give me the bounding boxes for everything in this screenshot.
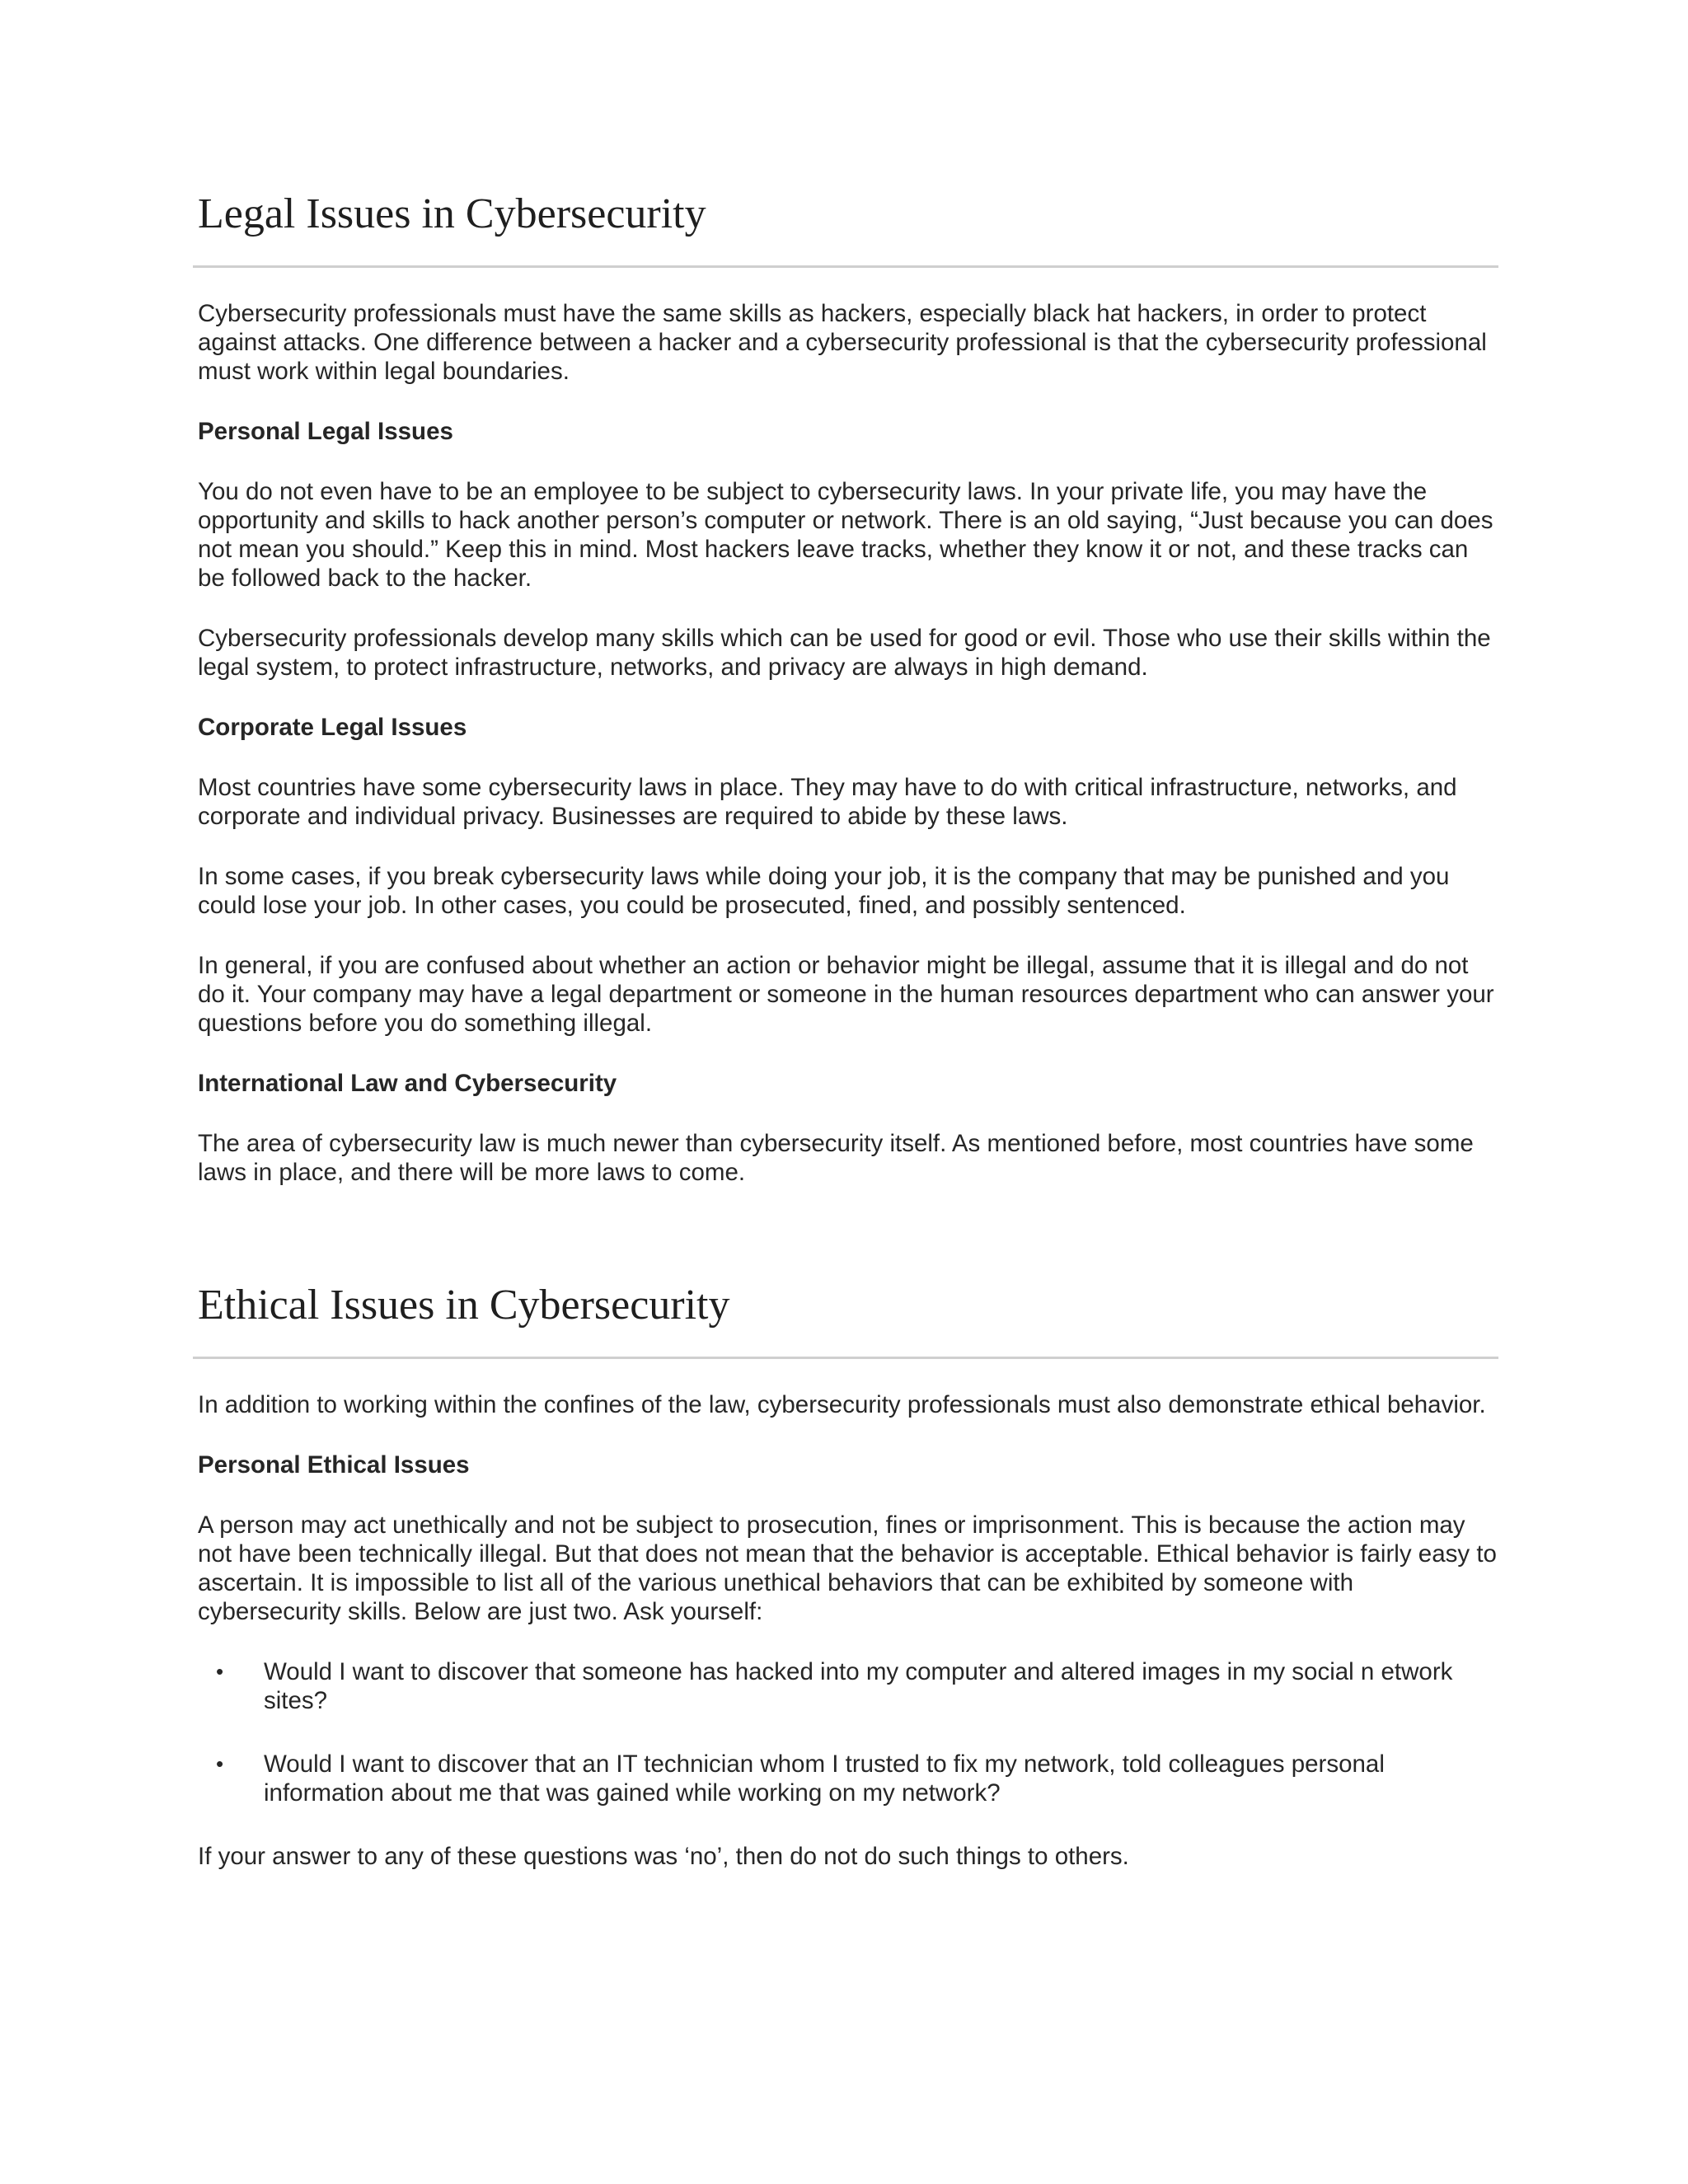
subheading-personal-ethical: Personal Ethical Issues — [198, 1451, 470, 1479]
list-item-text: Would I want to discover that an IT technician whom I trusted to fix my network, told colleagues personal information about me that was gained while working on my network? — [264, 1750, 1385, 1807]
legal-intro-paragraph: Cybersecurity professionals must have the same skills as hackers, especially black hat hackers, in order to protect against attacks. One difference between a hacker and a cybersecurity professional is that the cybersecurity professional must work within legal boundaries. — [198, 300, 1487, 385]
closing-paragraph: If your answer to any of these questions was ‘no’, then do not do such things to others. — [198, 1843, 1129, 1870]
section-title-legal: Legal Issues in Cybersecurity — [198, 190, 706, 237]
bullet-list — [198, 1657, 1500, 1807]
document-page — [198, 188, 1500, 1902]
subheading-personal-legal: Personal Legal Issues — [198, 418, 453, 445]
section-divider — [193, 265, 1498, 268]
section-divider — [193, 1357, 1498, 1359]
paragraph: A person may act unethically and not be subject to prosecution, fines or imprisonment. This is because the action may not have been technically illegal. But that does not mean that the behavior is acceptable. Ethical behavior is fairly easy to ascertain. It is impossible to list all of the various unethical behaviors that can be exhibited by someone with cybersecurity skills. Below are just two. Ask yourself: — [198, 1511, 1497, 1625]
paragraph: In general, if you are confused about whether an action or behavior might be illegal, assume that it is illegal and do not do it. Your company may have a legal department or someone in the human resources department who can answer your questions before you do something illegal. — [198, 952, 1494, 1037]
subheading-international-law: International Law and Cybersecurity — [198, 1070, 617, 1097]
list-item-text: Would I want to discover that someone has hacked into my computer and altered images in my social n etwork sites? — [264, 1658, 1453, 1714]
paragraph: You do not even have to be an employee to be subject to cybersecurity laws. In your private life, you may have the opportunity and skills to hack another person’s computer or network. There is an old saying, “Just because you can does not mean you should.” Keep this in mind. Most hackers leave tracks, whether they know it or not, and these tracks can be followed back to the hacker. — [198, 478, 1493, 592]
ethical-intro-paragraph: In addition to working within the confines of the law, cybersecurity professionals must also demonstrate ethical behavior. — [198, 1391, 1486, 1418]
paragraph: Most countries have some cybersecurity laws in place. They may have to do with critical infrastructure, networks, and corporate and individual privacy. Businesses are required to abide by these laws. — [198, 774, 1457, 830]
section-title-ethical: Ethical Issues in Cybersecurity — [198, 1282, 730, 1329]
list-item — [198, 1750, 1500, 1807]
paragraph: Cybersecurity professionals develop many skills which can be used for good or evil. Those who use their skills within the legal system, to protect infrastructure, networks, and privacy are always in high demand. — [198, 625, 1491, 681]
bullet-icon: • — [216, 1751, 224, 1776]
paragraph: In some cases, if you break cybersecurity laws while doing your job, it is the company that may be punished and you could lose your job. In other cases, you could be prosecuted, fined, and possibly sentenced. — [198, 863, 1450, 919]
bullet-icon: • — [216, 1659, 224, 1684]
list-item — [198, 1657, 1500, 1715]
paragraph: The area of cybersecurity law is much newer than cybersecurity itself. As mentioned before, most countries have some laws in place, and there will be more laws to come. — [198, 1130, 1474, 1186]
section-spacer — [198, 1218, 1500, 1279]
subheading-corporate-legal: Corporate Legal Issues — [198, 714, 467, 741]
